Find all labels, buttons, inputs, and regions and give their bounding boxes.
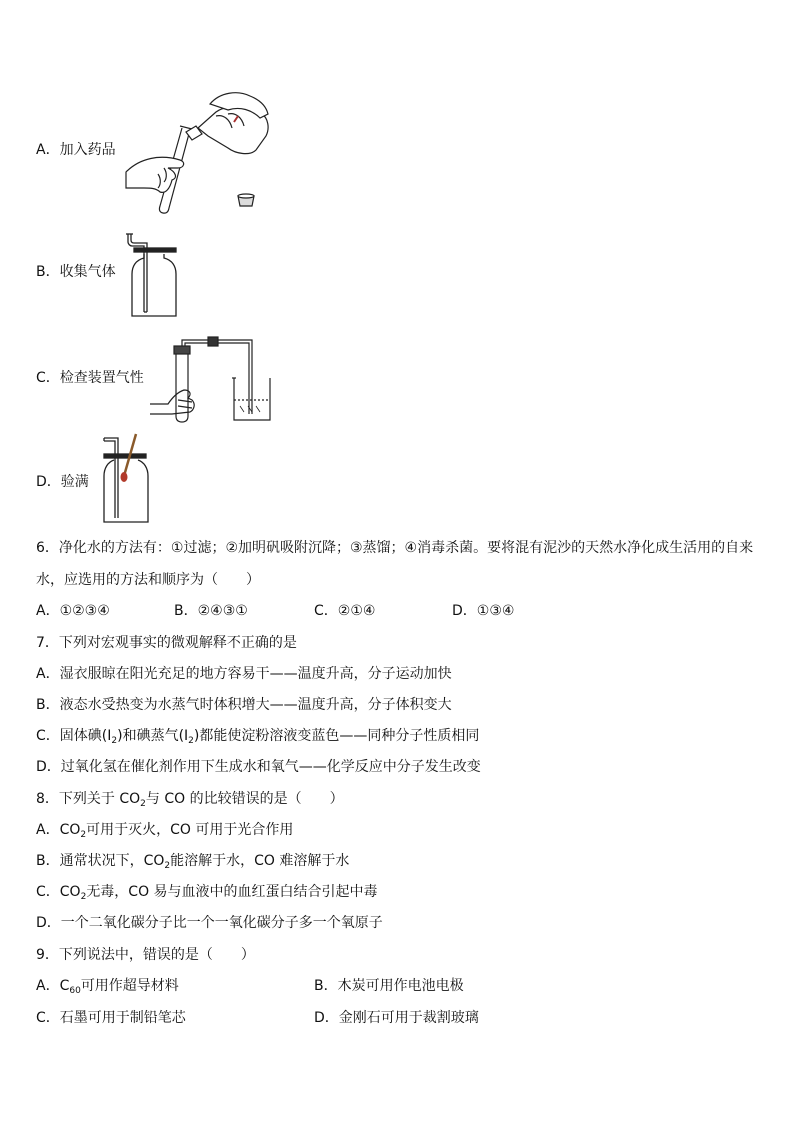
q8-option-b: B．通常状况下，$CO_2$能溶解于水，CO 难溶解于水 xyxy=(36,853,350,871)
q9-stem: 9．下列说法中，错误的是（ ） xyxy=(36,947,255,963)
q7-option-a: A．湿衣服晾在阳光充足的地方容易干——温度升高，分子运动加快 xyxy=(36,666,452,682)
airtightness-check-figure xyxy=(148,332,278,426)
q6-option-a: A．①②③④ xyxy=(36,603,110,619)
q8-option-c: C．$CO_2$无毒，CO 易与血液中的血红蛋白结合引起中毒 xyxy=(36,884,378,902)
q7-stem: 7．下列对宏观事实的微观解释不正确的是 xyxy=(36,635,297,651)
q9-option-a: A．$C_{60}$可用作超导材料 xyxy=(36,978,179,996)
q6-stem-line2: 水，应选用的方法和顺序为（ ） xyxy=(36,572,260,588)
q8-option-d: D．一个二氧化碳分子比一个一氧化碳分子多一个氧原子 xyxy=(36,915,383,931)
q9-option-d: D．金刚石可用于裁割玻璃 xyxy=(314,1010,479,1026)
q5-option-d: D．验满 xyxy=(36,474,89,490)
q7-option-d: D．过氧化氢在催化剂作用下生成水和氧气——化学反应中分子发生改变 xyxy=(36,759,481,775)
q8-option-a: A．$CO_2$可用于灭火，CO 可用于光合作用 xyxy=(36,822,294,840)
q5-option-a: A．加入药品 xyxy=(36,142,116,158)
q6-option-d: D．①③④ xyxy=(452,603,515,619)
q7-option-b: B．液态水受热变为水蒸气时体积增大——温度升高，分子体积变大 xyxy=(36,697,452,713)
q6-stem-line1: 6．净化水的方法有：①过滤；②加明矾吸附沉降；③蒸馏；④消毒杀菌。要将混有泥沙的天然水净化成生活用的自来 xyxy=(36,540,754,556)
q5-option-c: C．检查装置气性 xyxy=(36,370,144,386)
gas-collection-bottle-figure xyxy=(122,228,186,320)
add-reagent-figure xyxy=(120,88,280,218)
q5-option-b: B．收集气体 xyxy=(36,264,116,280)
q6-option-b: B．②④③① xyxy=(174,603,248,619)
q9-option-b: B．木炭可用作电池电极 xyxy=(314,978,464,994)
full-check-figure xyxy=(98,430,158,526)
q9-option-c: C．石墨可用于制铅笔芯 xyxy=(36,1010,186,1026)
q6-option-c: C．②①④ xyxy=(314,603,376,619)
q7-option-c: C．固体碘$(I_2)$和碘蒸气$(I_2)$都能使淀粉溶液变蓝色——同种分子性质相同 xyxy=(36,728,480,746)
q8-stem: 8．下列关于 $CO_2$与 CO 的比较错误的是（ ） xyxy=(36,791,344,809)
